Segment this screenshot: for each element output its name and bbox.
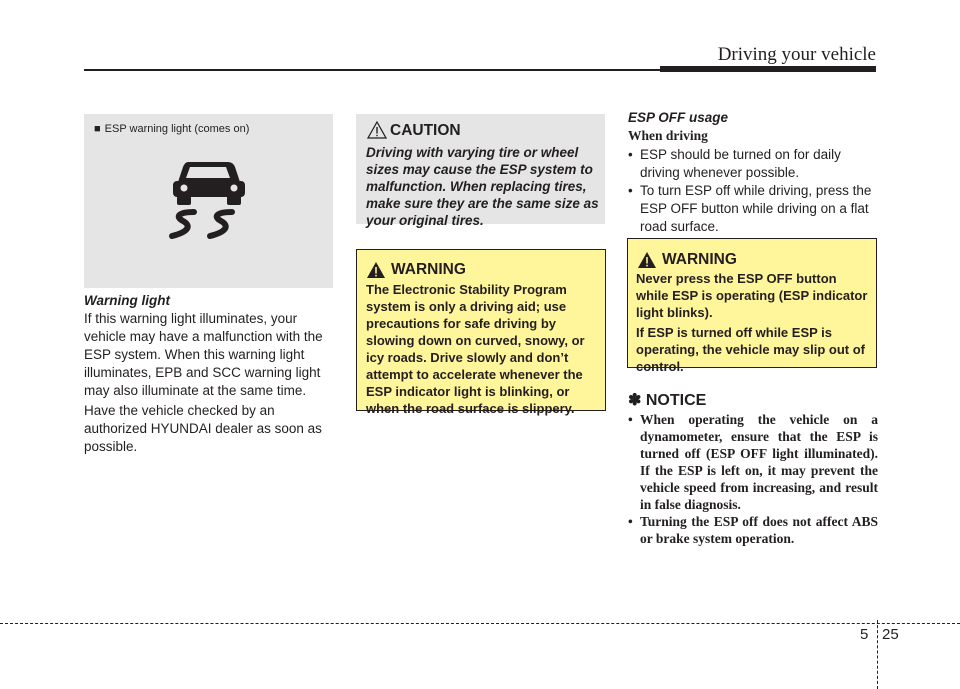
warning-triangle-icon: [637, 251, 657, 269]
caution-text: Driving with varying tire or wheel sizes may cause the ESP system to malfunction. When replacing tires, make sure they are the same size as your original tires.: [366, 145, 599, 228]
when-driving-subheading: When driving: [628, 128, 708, 143]
notice-cross-icon: ✽: [628, 392, 642, 409]
warning-box-esp-off: [627, 238, 877, 374]
warning-text: [636, 270, 870, 378]
page-number: 25: [882, 626, 899, 643]
list-item: • ESP should be turned on for daily driving whenever possible.: [628, 146, 878, 182]
notice-title: [628, 390, 706, 410]
page-separator: [877, 620, 878, 689]
chapter-number: 5: [860, 626, 869, 643]
caution-box: [356, 114, 605, 228]
caution-triangle-icon: [367, 121, 387, 139]
warning-title: WARNING: [391, 261, 466, 278]
warning-box-esp-aid: [356, 249, 606, 416]
list-item: • To turn ESP off while driving, press the ESP OFF button while driving on a flat road surface.: [628, 182, 878, 236]
list-item: • When operating the vehicle on a dynamometer, ensure that the ESP is turned off (ESP OFF light illuminated). If the ESP is left on, it may prevent the vehicle speed from increasing, and result in false diagnosis.: [628, 411, 878, 513]
warning-light-paragraph: If this warning light illuminates, your vehicle may have a malfunction with the ESP system. When this warning light illuminates, EPB and SCC warning light may also illuminate at the same time.: [84, 311, 323, 398]
figure-caption: ■ ESP warning light (comes on): [94, 123, 250, 135]
warning-light-body: [84, 310, 333, 458]
esp-off-heading: ESP OFF usage: [628, 110, 729, 125]
footer-rule: [0, 623, 960, 624]
header-bar: [660, 66, 876, 72]
esp-figure-box: [84, 114, 333, 288]
notice-bullet-list: [628, 411, 878, 547]
warning-paragraph: If ESP is turned off while ESP is operating, the vehicle may slip out of control.: [636, 325, 865, 374]
warning-title: WARNING: [662, 251, 737, 268]
esp-warning-light-icon: [166, 156, 252, 242]
warning-light-paragraph: Have the vehicle checked by an authorized HYUNDAI dealer as soon as possible.: [84, 403, 322, 454]
warning-paragraph: Never press the ESP OFF button while ESP is operating (ESP indicator light blinks).: [636, 271, 868, 320]
page-header-title: Driving your vehicle: [717, 44, 876, 65]
notice-title-text: NOTICE: [645, 392, 707, 409]
warning-triangle-icon: [366, 261, 386, 279]
warning-text: The Electronic Stability Program system is only a driving aid; use precautions for safe driving by slowing down on curved, snowy, or icy roads. Drive slowly and don’t attempt to accelerate whenever the ESP indicator light is blinking, or when the road surface is slippery.: [366, 282, 585, 416]
esp-off-bullet-list: [628, 146, 878, 236]
figure-caption-text: ESP warning light (comes on): [104, 123, 250, 135]
list-item: • Turning the ESP off does not affect ABS or brake system operation.: [628, 513, 878, 547]
warning-light-heading: Warning light: [84, 293, 170, 308]
caution-title: CAUTION: [390, 122, 461, 139]
